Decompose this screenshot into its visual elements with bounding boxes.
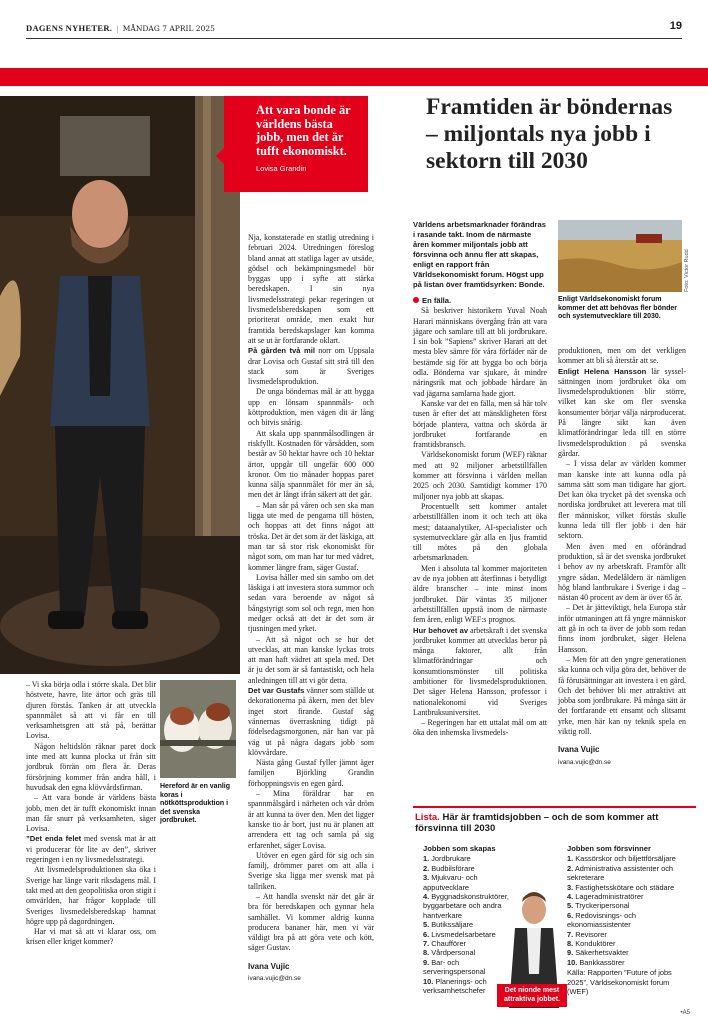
paragraph-text: Någon heltidslön räknar paret dock inte med att kunna plocka ut från sitt jordbruk förrän om flera år. Deras försörjning kommer från andra håll, i huvudsak den egna klövvårdsfirman. — [26, 741, 156, 792]
paragraph — [248, 501, 374, 573]
list-item-number: 8. — [567, 939, 574, 949]
paragraph — [248, 573, 374, 635]
list-item — [567, 892, 692, 901]
list-item-label: Butikssäljare — [431, 920, 474, 930]
article-lead: Världens arbetsmarknader förändras i rasande takt. Inom de närmaste åren kommer miljontals jobb att försvinna och ännu fler att skapas, enligt en rapport från Världsekonomiskt forum. Högst upp på listan över framtidsyrken: Bonde. — [413, 220, 546, 289]
list-item-label: Redovisnings- och ekonomiassistenter — [567, 910, 637, 930]
paragraph-text: Kanske var det en fälla, men så här tolv tusen år efter det att mänskligheten först började plantera, vattna och skörda är jordbruket fortfarande en framtidsbransch. — [413, 398, 547, 450]
section-kicker: En fälla. — [422, 296, 452, 305]
header-rule — [26, 38, 682, 39]
list-item-label: Administrativa assistenter och sekreterare — [567, 863, 673, 883]
paragraph — [248, 686, 374, 758]
list-item — [423, 864, 523, 873]
list-item-number: 2. — [423, 863, 430, 873]
page-number: 19 — [669, 20, 682, 32]
jobs-list-box — [413, 806, 696, 1019]
list-item-label: Tryckeripersonal — [575, 901, 630, 911]
list-item-label: Livsmedelsarbetare — [431, 929, 496, 939]
list-item-number: 5. — [567, 901, 574, 911]
list-item-label: Chaufförer — [431, 939, 467, 949]
hereford-photo — [160, 680, 236, 778]
paragraph-text: De unga böndernas mål är att bygga upp en lönsam spannmåls- och köttproduktion, men vägen dit är lång och bitvis snårig. — [248, 387, 374, 428]
list-item-label: Vårdpersonal — [431, 948, 476, 958]
list-item-label: Jordbrukare — [431, 854, 471, 864]
byline-email[interactable]: ivana.vujic@dn.se — [558, 758, 611, 766]
paragraph-text: lär sysselsättningen inom jordbruket öka om livsmedelsproduktionen blir större, vilket kan ske om fler svenska konsumenter börjar välja närproducerat. På längre sikt kan även klimatförändringar leda till en större livsmedelsproduktion på svenska gårdar. — [558, 366, 686, 458]
article-column-2 — [248, 233, 374, 984]
list-item-number: 1. — [423, 854, 430, 864]
paragraph — [248, 789, 374, 851]
paragraph-lead-in: ”Det enda felet — [26, 834, 82, 844]
declining-jobs-title: Jobben som försvinner — [567, 844, 651, 853]
list-item-number: 8. — [423, 948, 430, 958]
paragraph — [413, 626, 547, 719]
paragraph — [248, 429, 374, 501]
paragraph — [248, 892, 374, 954]
paragraph-text: – Vi ska börja odla i större skala. Det blir höstvete, havre, lite ärtor och gräs till djuren förstås. Tanken är att utveckla spannmålet så att vi får en till verksamhetsgren att stå på, berättar Lovisa. — [26, 680, 156, 741]
paragraph-text: arbetskraft i det svenska jordbruket kommer att utvecklas beror på många faktorer, allt från klimatförändringar och konsumtionsmönster till politiska ambitioner för livsmedelsproduktionen. Det säger Helena Hansson, professor i nationalekonomi vid Sveriges Lantbruksuniversitet. — [413, 625, 547, 717]
list-item-number: 3. — [423, 873, 430, 883]
paragraph-lead-in: På gården två mil — [248, 346, 315, 356]
paragraph-text: Nja, konstaterade en statlig utredning i februari 2024. Utredningen föreslog bland annat att statliga lager av utsäde, gödsel och bekämpningsmedel bör byggas upp i syfte att stärka beredskapen. I sin nya livsmedelsstrategi pekar regeringen ut livsmedelsberedskapen som ett prioriterat område, men exakt hur framtida beredskapslager kan komma att se ut är fortfarande oklart. — [248, 233, 374, 345]
paragraph-text: – Det är jätteviktigt, hela Europa står inför utmaningen att få yngre människor att gå in och ta över de jobb som redan finns inom jordbruket, säger Helena Hansson. — [558, 603, 686, 654]
paragraph-text: Så beskriver historikern Yuval Noah Harari människans övergång från att vara jägare och samlare till att bli jordbrukare. I sin bok ”Sapiens” skriver Harari att det mesta blev sämre för våra förfäder när de bestämde sig för att bygga bo och börja odla. Bönderna var sjukare, åt mindre näringsrik mat och jobbade hårdare än vad jägarna samlarna hade gjort. — [413, 306, 547, 398]
list-item — [567, 939, 692, 948]
list-title — [413, 808, 696, 834]
paragraph — [26, 793, 156, 834]
paragraph-text: Världsekonomiskt forum (WEF) räknar med att 92 miljoner arbetstillfällen kommer att försvinna i världen mellan 2025 och 2030. Samtidigt kommer 170 miljoner nya jobb att skapas. — [413, 450, 547, 501]
field-caption: Enligt Världsekonomiskt forum kommer det att behövas fler bönder och systemutvecklare till 2030. — [558, 296, 678, 320]
list-item-number: 9. — [567, 948, 574, 958]
paragraph-text: Har vi mat så att vi klarar oss, om krisen eller kriget kommer? — [26, 927, 156, 947]
list-item-number: 10. — [567, 957, 578, 967]
paragraph — [413, 564, 547, 626]
byline-email[interactable]: ivana.vujic@dn.se — [248, 975, 301, 983]
paragraph-text: med svensk mat är att vi producerar för lite av den”, skriver regeringen i en ny livsmedelsstrategi. — [26, 834, 156, 865]
list-item — [567, 911, 692, 930]
list-item-number: 6. — [423, 929, 430, 939]
byline-name: Ivana Vujic — [248, 961, 290, 971]
paragraph — [26, 865, 156, 927]
issue-date: MÅNDAG 7 APRIL 2025 — [122, 24, 215, 33]
paragraph — [26, 742, 156, 793]
quote-text: Att vara bonde är världens bästa jobb, men det är tufft ekonomiskt. — [256, 103, 351, 158]
quote-author: Lovisa Grandin — [256, 164, 307, 174]
paragraph-lead-in: Hur behovet av — [413, 625, 469, 635]
paragraph-text: Procentuellt sett kommer antalet arbetstillfällen inom it och tech att öka mest; dataanalytiker, AI-specialister och systemutvecklare går alla en ljus framtid till mötes på den globala arbetsmarknaden. — [413, 501, 547, 563]
byline-name: Ivana Vujic — [558, 745, 600, 755]
paragraph — [248, 851, 374, 892]
paragraph-text: – Mina föräldrar har en spannmålsgård i närheten och vår dröm är att kunna ta över den. Men det ligger kanske tio år bort, just nu är planen att arrendera ett tag och samla på sig erfarenhet, säger Lovisa. — [248, 789, 374, 850]
red-dot-icon — [413, 297, 419, 303]
list-item — [567, 864, 692, 883]
article-headline: Framtiden är böndernas – miljontals nya jobb i sektorn till 2030 — [426, 94, 673, 174]
paragraph — [248, 387, 374, 428]
growing-jobs-title: Jobben som skapas — [423, 844, 496, 853]
paragraph — [26, 680, 156, 742]
list-item-label: Fastighetsskötare och städare — [575, 882, 675, 892]
paragraph-text: – Att handla svenskt när det går är bra för beredskapen och gynnar hela samhället. Vi kommer aldrig kunna producera bananer här, men vi vär väldigt bra på att göra vete och kött, säger Gustav. — [248, 892, 374, 953]
list-item-number: 9. — [423, 957, 430, 967]
list-item-label: Lageradministratörer — [575, 892, 644, 902]
list-item — [567, 883, 692, 892]
list-item — [423, 854, 523, 863]
paragraph — [248, 758, 374, 789]
masthead: DAGENS NYHETER. | MÅNDAG 7 APRIL 2025 — [26, 23, 215, 33]
list-item-number: 3. — [567, 882, 574, 892]
paragraph-text: – Men för att den yngre generationen ska kunna och vilja göra det, behöver de få förutsättningar att investera i en gård. Och det behöver bli mer attraktivt att jobba som jordbrukare. På många sätt är det fortfarande ett ensamt och slitsamt yrke, men här kan ny teknik spela en viktig roll. — [558, 654, 686, 736]
paragraph — [413, 399, 547, 450]
article-column-4 — [558, 346, 686, 768]
list-item-number: 7. — [423, 939, 430, 949]
paragraph-text: – Regeringen har ett uttalat mål om att öka den inhemska livsmedels- — [413, 718, 547, 738]
paragraph — [248, 233, 374, 346]
paragraph-lead-in: Det var Gustafs — [248, 686, 305, 696]
article-column-3-wrap — [413, 220, 547, 739]
paragraph — [413, 718, 547, 739]
list-item — [567, 958, 692, 967]
list-item — [567, 930, 692, 939]
declining-jobs-list — [567, 844, 692, 997]
list-item-label: Planerings- och verksamhetschefer — [423, 976, 487, 996]
paragraph — [248, 635, 374, 686]
list-item — [567, 948, 692, 957]
paragraph — [413, 502, 547, 564]
barn-scene-illustration — [0, 96, 240, 674]
list-source: Källa: Rapporten ”Future of jobs 2025”, Världsekonomiskt forum (WEF) — [567, 968, 672, 997]
paragraph — [558, 542, 686, 604]
list-label: Lista. — [415, 812, 440, 823]
list-item-label: Budbilsförare — [431, 863, 475, 873]
list-item-number: 7. — [567, 929, 574, 939]
paragraph-text: Att livsmedelsproduktionen ska öka i Sverige har länge varit riksdagens mål. I takt med att den geopolitiska oron stigit i omvärlden, har frågor kopplade till Sveriges livsmedelsberedskap hamnat högre upp på dagordningen. — [26, 865, 156, 926]
list-item-number: 1. — [567, 854, 574, 864]
cows-illustration — [160, 680, 236, 778]
paragraph — [558, 603, 686, 654]
attractive-job-badge: Det nionde mest attraktiva jobbet. — [497, 984, 567, 1007]
list-item-label: Kassörskor och biljettförsäljare — [575, 854, 676, 864]
photo-credit: Foto: Victor Rudd — [684, 249, 690, 292]
farmer-photo — [0, 96, 240, 674]
paragraph-text: Nästa gång Gustaf fyller jämnt äger familjen Björkling Grandin förhoppningsvis en egen gård. — [248, 758, 374, 788]
paragraph-text: Men även med en oförändrad produktion, så är det svenska jordbruket i behov av ny arbetskraft. Framför allt yngre sådan. Medelåldern är nämligen hög bland lantbrukare i Sverige i dag – nästan 40 procent av dem är över 65 år. — [558, 541, 686, 603]
quote-pointer — [216, 148, 224, 164]
list-item-number: 6. — [567, 910, 574, 920]
article-column-3 — [413, 296, 547, 739]
list-item-number: 5. — [423, 920, 430, 930]
paragraph — [558, 367, 686, 460]
paragraph-text: – Att vara bonde är världens bästa jobb, men det är tufft ekonomiskt innan man får snurr på verksamheten, säger Lovisa. — [26, 793, 156, 834]
paragraph-text: Lovisa håller med sin sambo om det läskiga i att investera stora summor och sedan vara beroende av något så bångstyrigt som sol och regn, men hon medger också att det är det som är tjusningen med yrket. — [248, 572, 374, 634]
brand-logo: DAGENS NYHETER. — [26, 23, 113, 33]
list-item-number: 10. — [423, 976, 434, 986]
paragraph — [558, 459, 686, 541]
field-photo — [558, 220, 682, 292]
paragraph-text: produktionen, men om det verkligen kommer att bli så återstår att se. — [558, 346, 686, 366]
list-item — [567, 901, 692, 910]
list-item-label: Bankkassörer — [579, 957, 625, 967]
paragraph-text: Utöver en egen gård för sig och sin familj, drömmer paret om att alla i Sverige ska ligga mer svensk mat på tallriken. — [248, 850, 374, 891]
list-item-number: 4. — [423, 892, 430, 902]
pull-quote — [224, 96, 368, 192]
paragraph-text: Men i absoluta tal kommer majoriteten av de nya jobben att återfinnas i betydligt äldre branscher – inte minst inom jordbruket. Där väntas 35 miljoner arbetstillfällen uppstå inom de närmaste fem åren, enligt WEF:s prognos. — [413, 563, 547, 625]
article-column-1 — [26, 680, 156, 948]
paragraph-text: Att skala upp spannmålsodlingen är riskfyllt. Kostnaden för vårsådden, som består av 50 hektar havre och 10 hektar ärtor, uppgår till ungefär 600 000 kronor. Om tio månader hoppas paret kunna sälja spannmålet för mer än så, men det är långt ifrån säkert att det går. — [248, 428, 374, 500]
paragraph — [248, 346, 374, 387]
paragraph-text: norr om Uppsala drar Lovisa och Gustaf sitt strå till den stack som är Sveriges livsmedelsproduktion. — [248, 346, 374, 387]
list-heading: Här är framtidsjobben – och de som kommer att försvinna till 2030 — [415, 812, 659, 834]
cow-caption: Hereford är en vanlig koras i nötköttsproduktion i det svenska jordbruket. — [160, 783, 231, 824]
paragraph — [413, 450, 547, 501]
paragraph — [26, 927, 156, 948]
list-item-label: Mjukvaru- och apputvecklare — [423, 873, 478, 892]
list-item-label: Bar- och serveringspersonal — [423, 957, 486, 977]
paragraph-lead-in: Enligt Helena Hansson — [558, 366, 647, 376]
page-footer: •A5 — [680, 1010, 690, 1016]
list-item-number: 2. — [567, 863, 574, 873]
paragraph — [26, 834, 156, 865]
red-banner — [0, 68, 708, 86]
paragraph — [558, 655, 686, 737]
paragraph — [413, 306, 547, 399]
paragraph-text: – Man sår på våren och sen ska man ligga ute med de pengarna till hösten, och hoppas att det finns något att tröska. Det är det som är det läskiga, att man tar så stor risk ekonomiskt för något som, om man har tur med vädret, kommer längre fram, säger Gustaf. — [248, 500, 374, 572]
paragraph-text: – Att så något och se hur det utvecklas, att man kanske lyckas trots att man haft vädret att spela med. Det är ju det som är så fantastiskt, och hela anledningen till att vi gör detta. — [248, 634, 374, 685]
list-item-label: Revisorer — [575, 929, 607, 939]
list-item-number: 4. — [567, 892, 574, 902]
list-item-label: Byggnadskonstruktörer, byggarbetare och andra hantverkare — [423, 892, 509, 920]
list-item-label: Säkerhetsvakter — [575, 948, 629, 958]
list-item-label: Konduktörer — [575, 939, 616, 949]
wheat-field-illustration — [558, 220, 682, 292]
paragraph-text: vänner som ställde ut dekorationerna på åkern, men det blev inget stort firande. Gustaf såg vännernas överraskning tidigt på födelsedagsmorgonen, när han var på väg ut på några dagars jobb som klövvårdare. — [248, 686, 374, 757]
paragraph — [558, 346, 686, 367]
list-item — [567, 854, 692, 863]
article-column-3-text — [413, 306, 547, 738]
paragraph-text: – I vissa delar av världen kommer man kanske inte att kunna odla på samma sätt som man tidigare har gjort. Det kan öka trycket på det svenska och nordiska jordbruket att leverera mat till fler människor, vilket förstås skulle kunna leda till fler jobb i den här sektorn. — [558, 459, 686, 541]
